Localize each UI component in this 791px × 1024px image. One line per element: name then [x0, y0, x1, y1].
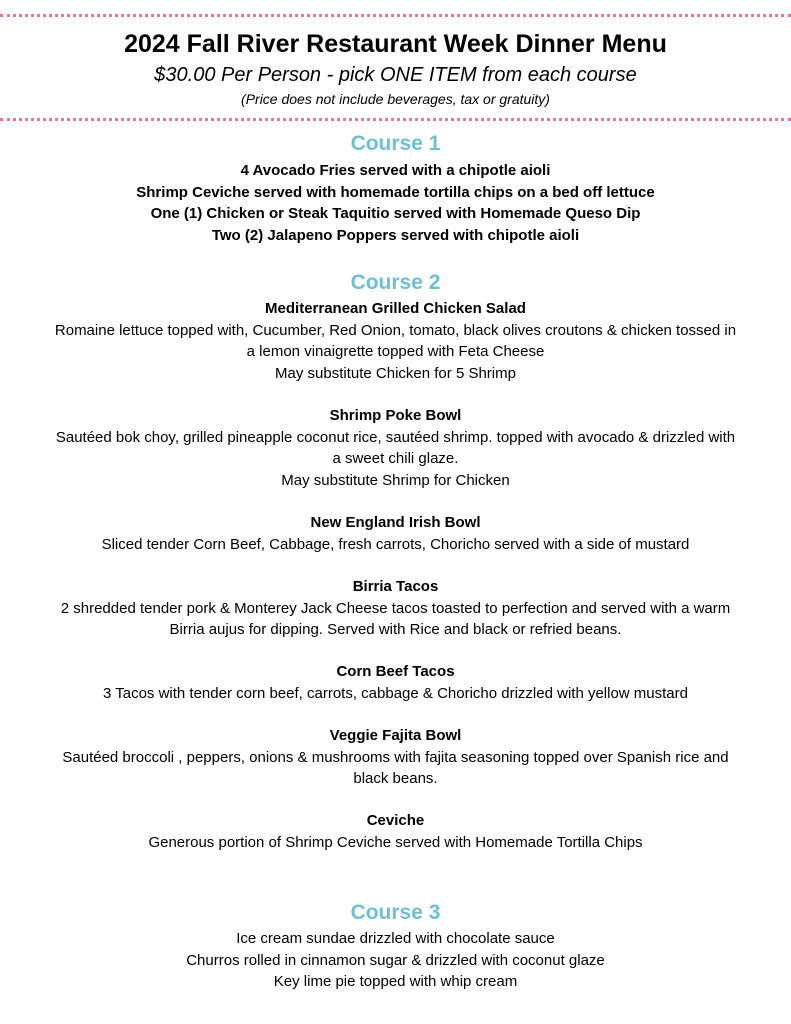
course-3-item: Churros rolled in cinnamon sugar & drizzled with coconut glaze [186, 951, 605, 969]
course-1-item: Two (2) Jalapeno Poppers served with chipotle aioli [211, 226, 580, 244]
menu-item-name: New England Irish Bowl [310, 514, 481, 531]
menu-item-description: black beans. [353, 770, 438, 787]
menu-item-description: May substitute Shrimp for Chicken [281, 471, 510, 489]
course-1-item: One (1) Chicken or Steak Taquitio served with Homemade Queso Dip [150, 205, 641, 222]
menu-item-ceviche [30, 810, 761, 853]
menu-item-name: Corn Beef Tacos [336, 663, 455, 680]
menu-item-name: Shrimp Poke Bowl [329, 407, 462, 424]
menu-item-description: Birria aujus for dipping. Served with Rice and black or refried beans. [169, 621, 622, 638]
menu-item-veggie-fajita-bowl [30, 725, 761, 790]
menu-item-name: Mediterranean Grilled Chicken Salad [265, 300, 526, 317]
course-3-list [30, 928, 761, 993]
top-dotted-divider [0, 14, 791, 17]
course-1-heading: Course 1 [350, 132, 441, 155]
bottom-dotted-divider [0, 118, 791, 121]
course-2-heading: Course 2 [350, 271, 441, 294]
menu-item-mediterranean-salad [30, 298, 761, 384]
menu-item-name: Birria Tacos [352, 578, 439, 595]
course-1-item: Shrimp Ceviche served with homemade tortilla chips on a bed off lettuce [136, 183, 655, 201]
menu-item-description: May substitute Chicken for 5 Shrimp [275, 364, 516, 382]
course-3-item: Key lime pie topped with whip cream [273, 973, 518, 990]
menu-item-corn-beef-tacos [30, 661, 761, 704]
course-3-heading: Course 3 [350, 901, 441, 924]
menu-item-new-england-irish-bowl [30, 512, 761, 555]
menu-item-description: Sliced tender Corn Beef, Cabbage, fresh carrots, Choricho served with a side of mustard [101, 535, 690, 553]
course-1-item: 4 Avocado Fries served with a chipotle aioli [240, 162, 551, 179]
menu-item-description: a sweet chili glaze. [332, 450, 459, 467]
course-1-list [30, 160, 761, 246]
menu-item-description: a lemon vinaigrette topped with Feta Cheese [246, 343, 545, 360]
menu-item-description: Romaine lettuce topped with, Cucumber, Red Onion, tomato, black olives croutons & chicken tossed in [54, 321, 737, 339]
menu-item-description: Generous portion of Shrimp Ceviche served with Homemade Tortilla Chips [148, 833, 643, 851]
menu-item-description: Sautéed broccoli , peppers, onions & mushrooms with fajita seasoning topped over Spanish rice and [62, 748, 729, 766]
menu-item-description: 3 Tacos with tender corn beef, carrots, cabbage & Choricho drizzled with yellow mustard [102, 684, 688, 702]
menu-item-description: Sautéed bok choy, grilled pineapple coconut rice, sautéed shrimp. topped with avocado & drizzled with [55, 428, 736, 446]
menu-item-name: Ceviche [366, 812, 425, 829]
menu-item-description: 2 shredded tender pork & Monterey Jack Cheese tacos toasted to perfection and served with a warm [60, 599, 731, 617]
menu-item-birria-tacos [30, 576, 761, 641]
page-title: 2024 Fall River Restaurant Week Dinner Menu [124, 30, 667, 58]
price-note: (Price does not include beverages, tax or gratuity) [241, 91, 550, 107]
price-subtitle: $30.00 Per Person - pick ONE ITEM from each course [154, 64, 637, 86]
menu-item-name: Veggie Fajita Bowl [329, 727, 462, 744]
course-3-item: Ice cream sundae drizzled with chocolate sauce [236, 930, 555, 947]
menu-item-shrimp-poke-bowl [30, 405, 761, 491]
